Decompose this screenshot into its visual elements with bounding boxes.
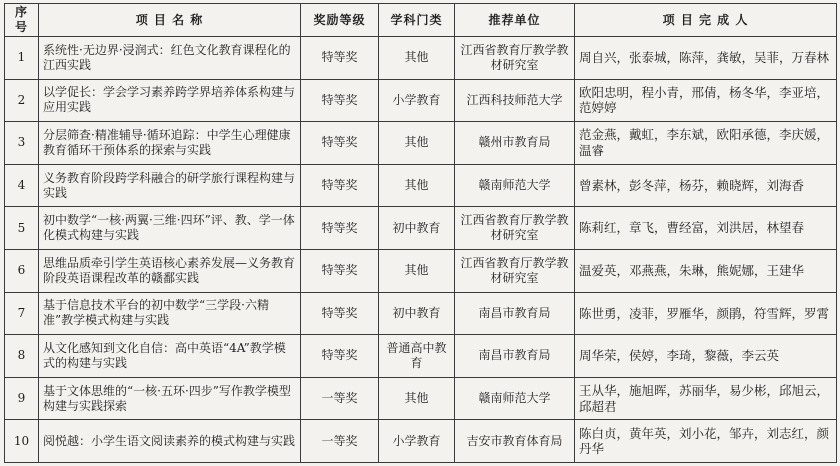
row-subject-category: 其他 [379,377,455,420]
row-recommending-unit: 江西省教育厅教学教材研究室 [455,207,575,250]
table-row [5,377,837,420]
table-row [5,37,837,80]
row-project-title: 从文化感知到文化自信：高中英语“4A”教学模式的构建与实践 [39,335,301,378]
row-project-members: 王从华，施旭晖，苏丽华，易少彬，邱旭云，邱超君 [575,377,837,420]
row-award-level: 特等奖 [301,335,379,378]
row-project-members: 陈世勇，凌菲，罗雁华，颜鹃，符雪辉，罗霄 [575,292,837,335]
awards-table [4,3,837,463]
table-row [5,79,837,122]
row-award-level: 特等奖 [301,207,379,250]
row-project-title: 初中数学“一核·两翼·三维·四环”评、教、学一体化模式构建与实践 [39,207,301,250]
table-row [5,122,837,165]
row-subject-category: 小学教育 [379,79,455,122]
row-project-members: 周华荣，侯婷，李琦，黎薇，李云英 [575,335,837,378]
row-subject-category: 初中教育 [379,207,455,250]
row-award-level: 特等奖 [301,292,379,335]
row-award-level: 特等奖 [301,79,379,122]
header-award-level: 奖励等级 [301,4,379,37]
row-subject-category: 其他 [379,249,455,292]
row-project-title: 阅悦越：小学生语文阅读素养的模式构建与实践 [39,420,301,463]
row-seq: 4 [5,164,39,207]
row-project-title: 基于信息技术平台的初中数学“三学段·六精准”教学模式构建与实践 [39,292,301,335]
row-subject-category: 其他 [379,37,455,80]
row-recommending-unit: 赣南师范大学 [455,377,575,420]
table-row [5,207,837,250]
row-award-level: 特等奖 [301,249,379,292]
awards-table-container [4,3,836,463]
header-project-title: 项 目 名 称 [39,4,301,37]
row-project-members: 欧阳忠明，程小青，邢倩，杨冬华，李亚培，范婷婷 [575,79,837,122]
row-award-level: 一等奖 [301,420,379,463]
row-recommending-unit: 赣州市教育局 [455,122,575,165]
row-project-title: 系统性·无边界·浸润式：红色文化教育课程化的江西实践 [39,37,301,80]
row-seq: 10 [5,420,39,463]
row-subject-category: 小学教育 [379,420,455,463]
row-project-members: 范金燕，戴虹，李东斌，欧阳承德，李庆媛，温睿 [575,122,837,165]
table-body [5,37,837,463]
table-row [5,292,837,335]
table-row [5,249,837,292]
row-recommending-unit: 吉安市教育体育局 [455,420,575,463]
row-subject-category: 其他 [379,122,455,165]
row-recommending-unit: 南昌市教育局 [455,292,575,335]
row-project-title: 基于文体思维的“一核·五环·四步”写作教学模型构建与实践探索 [39,377,301,420]
row-recommending-unit: 赣南师范大学 [455,164,575,207]
row-seq: 3 [5,122,39,165]
row-project-members: 陈莉红，章飞，曹经富，刘洪居，林望春 [575,207,837,250]
row-award-level: 特等奖 [301,164,379,207]
header-seq: 序号 [5,4,39,37]
row-recommending-unit: 江西省教育厅教学教材研究室 [455,37,575,80]
table-header-row [5,4,837,37]
row-subject-category: 初中教育 [379,292,455,335]
row-seq: 5 [5,207,39,250]
row-recommending-unit: 江西省教育厅教学教材研究室 [455,249,575,292]
row-seq: 8 [5,335,39,378]
row-recommending-unit: 南昌市教育局 [455,335,575,378]
row-project-members: 周自兴，张泰城，陈萍，龚敏，吴菲，万春林 [575,37,837,80]
row-project-members: 曾素林，彭冬萍，杨芬，赖晓辉，刘海香 [575,164,837,207]
row-project-title: 思维品质牵引学生英语核心素养发展—义务教育阶段英语课程改革的赣鄱实践 [39,249,301,292]
row-subject-category: 普通高中教育 [379,335,455,378]
row-seq: 9 [5,377,39,420]
row-project-members: 温爱英，邓燕燕，朱琳，熊妮娜，王建华 [575,249,837,292]
row-project-title: 义务教育阶段跨学科融合的研学旅行课程构建与实践 [39,164,301,207]
row-recommending-unit: 江西科技师范大学 [455,79,575,122]
table-row [5,420,837,463]
row-project-members: 陈白贞，黄年英，刘小花，邹卉，刘志红，颜丹华 [575,420,837,463]
header-recommending-unit: 推荐单位 [455,4,575,37]
row-seq: 2 [5,79,39,122]
table-row [5,164,837,207]
row-subject-category: 其他 [379,164,455,207]
row-award-level: 特等奖 [301,37,379,80]
row-project-title: 分层筛查·精准辅导·循环追踪：中学生心理健康教育循环干预体系的探索与实践 [39,122,301,165]
row-seq: 7 [5,292,39,335]
row-award-level: 一等奖 [301,377,379,420]
row-seq: 6 [5,249,39,292]
header-subject-category: 学科门类 [379,4,455,37]
table-row [5,335,837,378]
row-seq: 1 [5,37,39,80]
row-award-level: 特等奖 [301,122,379,165]
row-project-title: 以学促长：学会学习素养跨学界培养体系构建与应用实践 [39,79,301,122]
header-project-members: 项 目 完 成 人 [575,4,837,37]
